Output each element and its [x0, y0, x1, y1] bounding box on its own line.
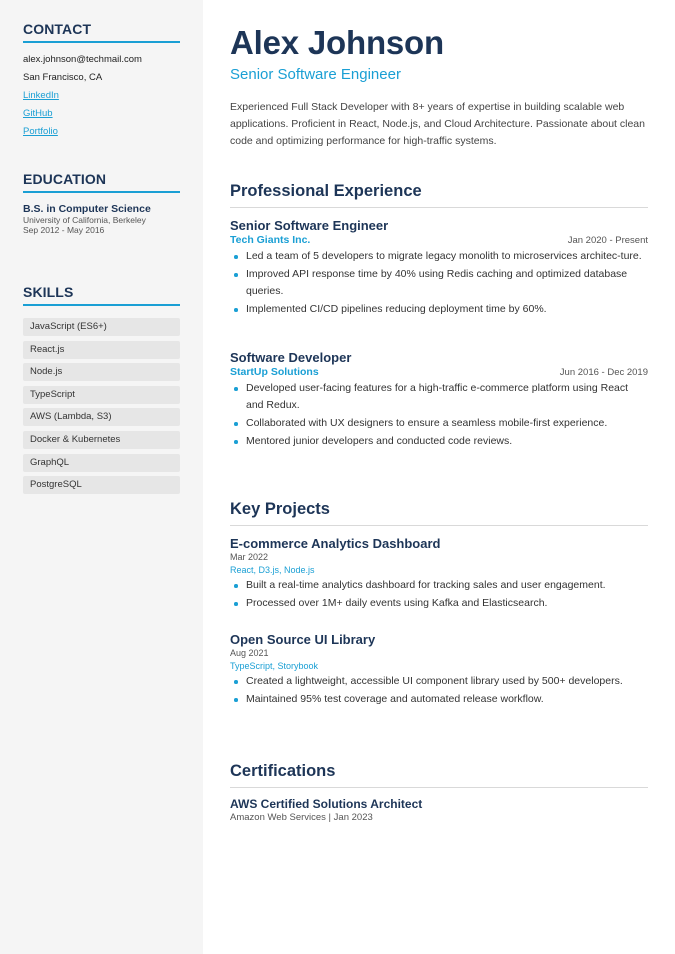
skills-list [23, 318, 180, 494]
summary-text: Experienced Full Stack Developer with 8+ years of expertise in building scalable web applications. Proficient in React, Node.js, and Cloud Architecture. Passionate about clean code and optimizing performance for high-traffic systems. [230, 101, 645, 147]
sidebar [0, 0, 203, 954]
skill-chip: JavaScript (ES6+) [23, 318, 180, 336]
skill-chip: GraphQL [23, 454, 180, 472]
project-date: Mar 2022 [230, 552, 269, 562]
bullet-item: Built a real-time analytics dashboard for tracking sales and user engagement. [230, 577, 648, 594]
portfolio-link[interactable]: Portfolio [23, 126, 58, 137]
project-entry [230, 632, 648, 709]
education-section [23, 171, 180, 235]
bullet-item: Implemented CI/CD pipelines reducing deployment time by 60%. [230, 301, 648, 318]
skill-chip: Node.js [23, 363, 180, 381]
skill-chip: Docker & Kubernetes [23, 431, 180, 449]
bullet-item: Maintained 95% test coverage and automated release workflow. [230, 691, 648, 708]
project-bullets [230, 577, 648, 612]
skills-heading: SKILLS [23, 284, 180, 306]
experience-heading: Professional Experience [230, 182, 648, 208]
bullet-item: Created a lightweight, accessible UI component library used by 500+ developers. [230, 673, 648, 690]
skill-chip: TypeScript [23, 386, 180, 404]
bullet-item: Developed user-facing features for a high-traffic e-commerce platform using React and Redux. [230, 380, 648, 414]
bullet-item: Led a team of 5 developers to migrate legacy monolith to microservices architec-ture. [230, 248, 648, 265]
candidate-name: Alex Johnson [230, 24, 444, 61]
skill-chip: PostgreSQL [23, 476, 180, 494]
job-company: StartUp Solutions [230, 366, 319, 378]
experience-entry [230, 350, 648, 451]
project-tech: TypeScript, Storybook [230, 661, 319, 671]
certification-meta: Amazon Web Services | Jan 2023 [230, 812, 373, 823]
contact-location: San Francisco, CA [23, 72, 103, 83]
contact-list [23, 51, 180, 141]
education-degree: B.S. in Computer Science [23, 203, 151, 215]
job-company: Tech Giants Inc. [230, 234, 311, 246]
bullet-item: Collaborated with UX designers to ensure a seamless mobile-first experience. [230, 415, 648, 432]
job-dates: Jan 2020 - Present [567, 235, 648, 246]
certification-entry [230, 797, 648, 823]
skill-chip: React.js [23, 341, 180, 359]
job-bullets [230, 380, 648, 450]
project-name: E-commerce Analytics Dashboard [230, 536, 441, 551]
contact-email: alex.johnson@techmail.com [23, 54, 142, 65]
education-heading: EDUCATION [23, 171, 180, 193]
education-dates: Sep 2012 - May 2016 [23, 225, 105, 235]
job-dates: Jun 2016 - Dec 2019 [559, 367, 648, 378]
github-link[interactable]: GitHub [23, 108, 53, 119]
bullet-item: Processed over 1M+ daily events using Kafka and Elasticsearch. [230, 595, 648, 612]
bullet-item: Improved API response time by 40% using Redis caching and optimized database queries. [230, 266, 648, 300]
contact-heading: CONTACT [23, 21, 180, 43]
certifications-heading: Certifications [230, 762, 648, 788]
job-meta-row [230, 366, 648, 378]
skill-chip: AWS (Lambda, S3) [23, 408, 180, 426]
certification-name: AWS Certified Solutions Architect [230, 797, 423, 811]
project-bullets [230, 673, 648, 708]
candidate-title: Senior Software Engineer [230, 66, 401, 83]
project-tech: React, D3.js, Node.js [230, 565, 315, 575]
project-date: Aug 2021 [230, 648, 269, 658]
skills-section [23, 284, 180, 499]
project-entry [230, 536, 648, 613]
bullet-item: Mentored junior developers and conducted code reviews. [230, 433, 648, 450]
projects-heading: Key Projects [230, 500, 648, 526]
education-school: University of California, Berkeley [23, 215, 146, 225]
job-role: Software Developer [230, 350, 352, 365]
contact-section [23, 21, 180, 141]
job-role: Senior Software Engineer [230, 218, 389, 233]
job-bullets [230, 248, 648, 318]
project-name: Open Source UI Library [230, 632, 376, 647]
experience-entry [230, 218, 648, 319]
job-meta-row [230, 234, 648, 246]
linkedin-link[interactable]: LinkedIn [23, 90, 59, 101]
